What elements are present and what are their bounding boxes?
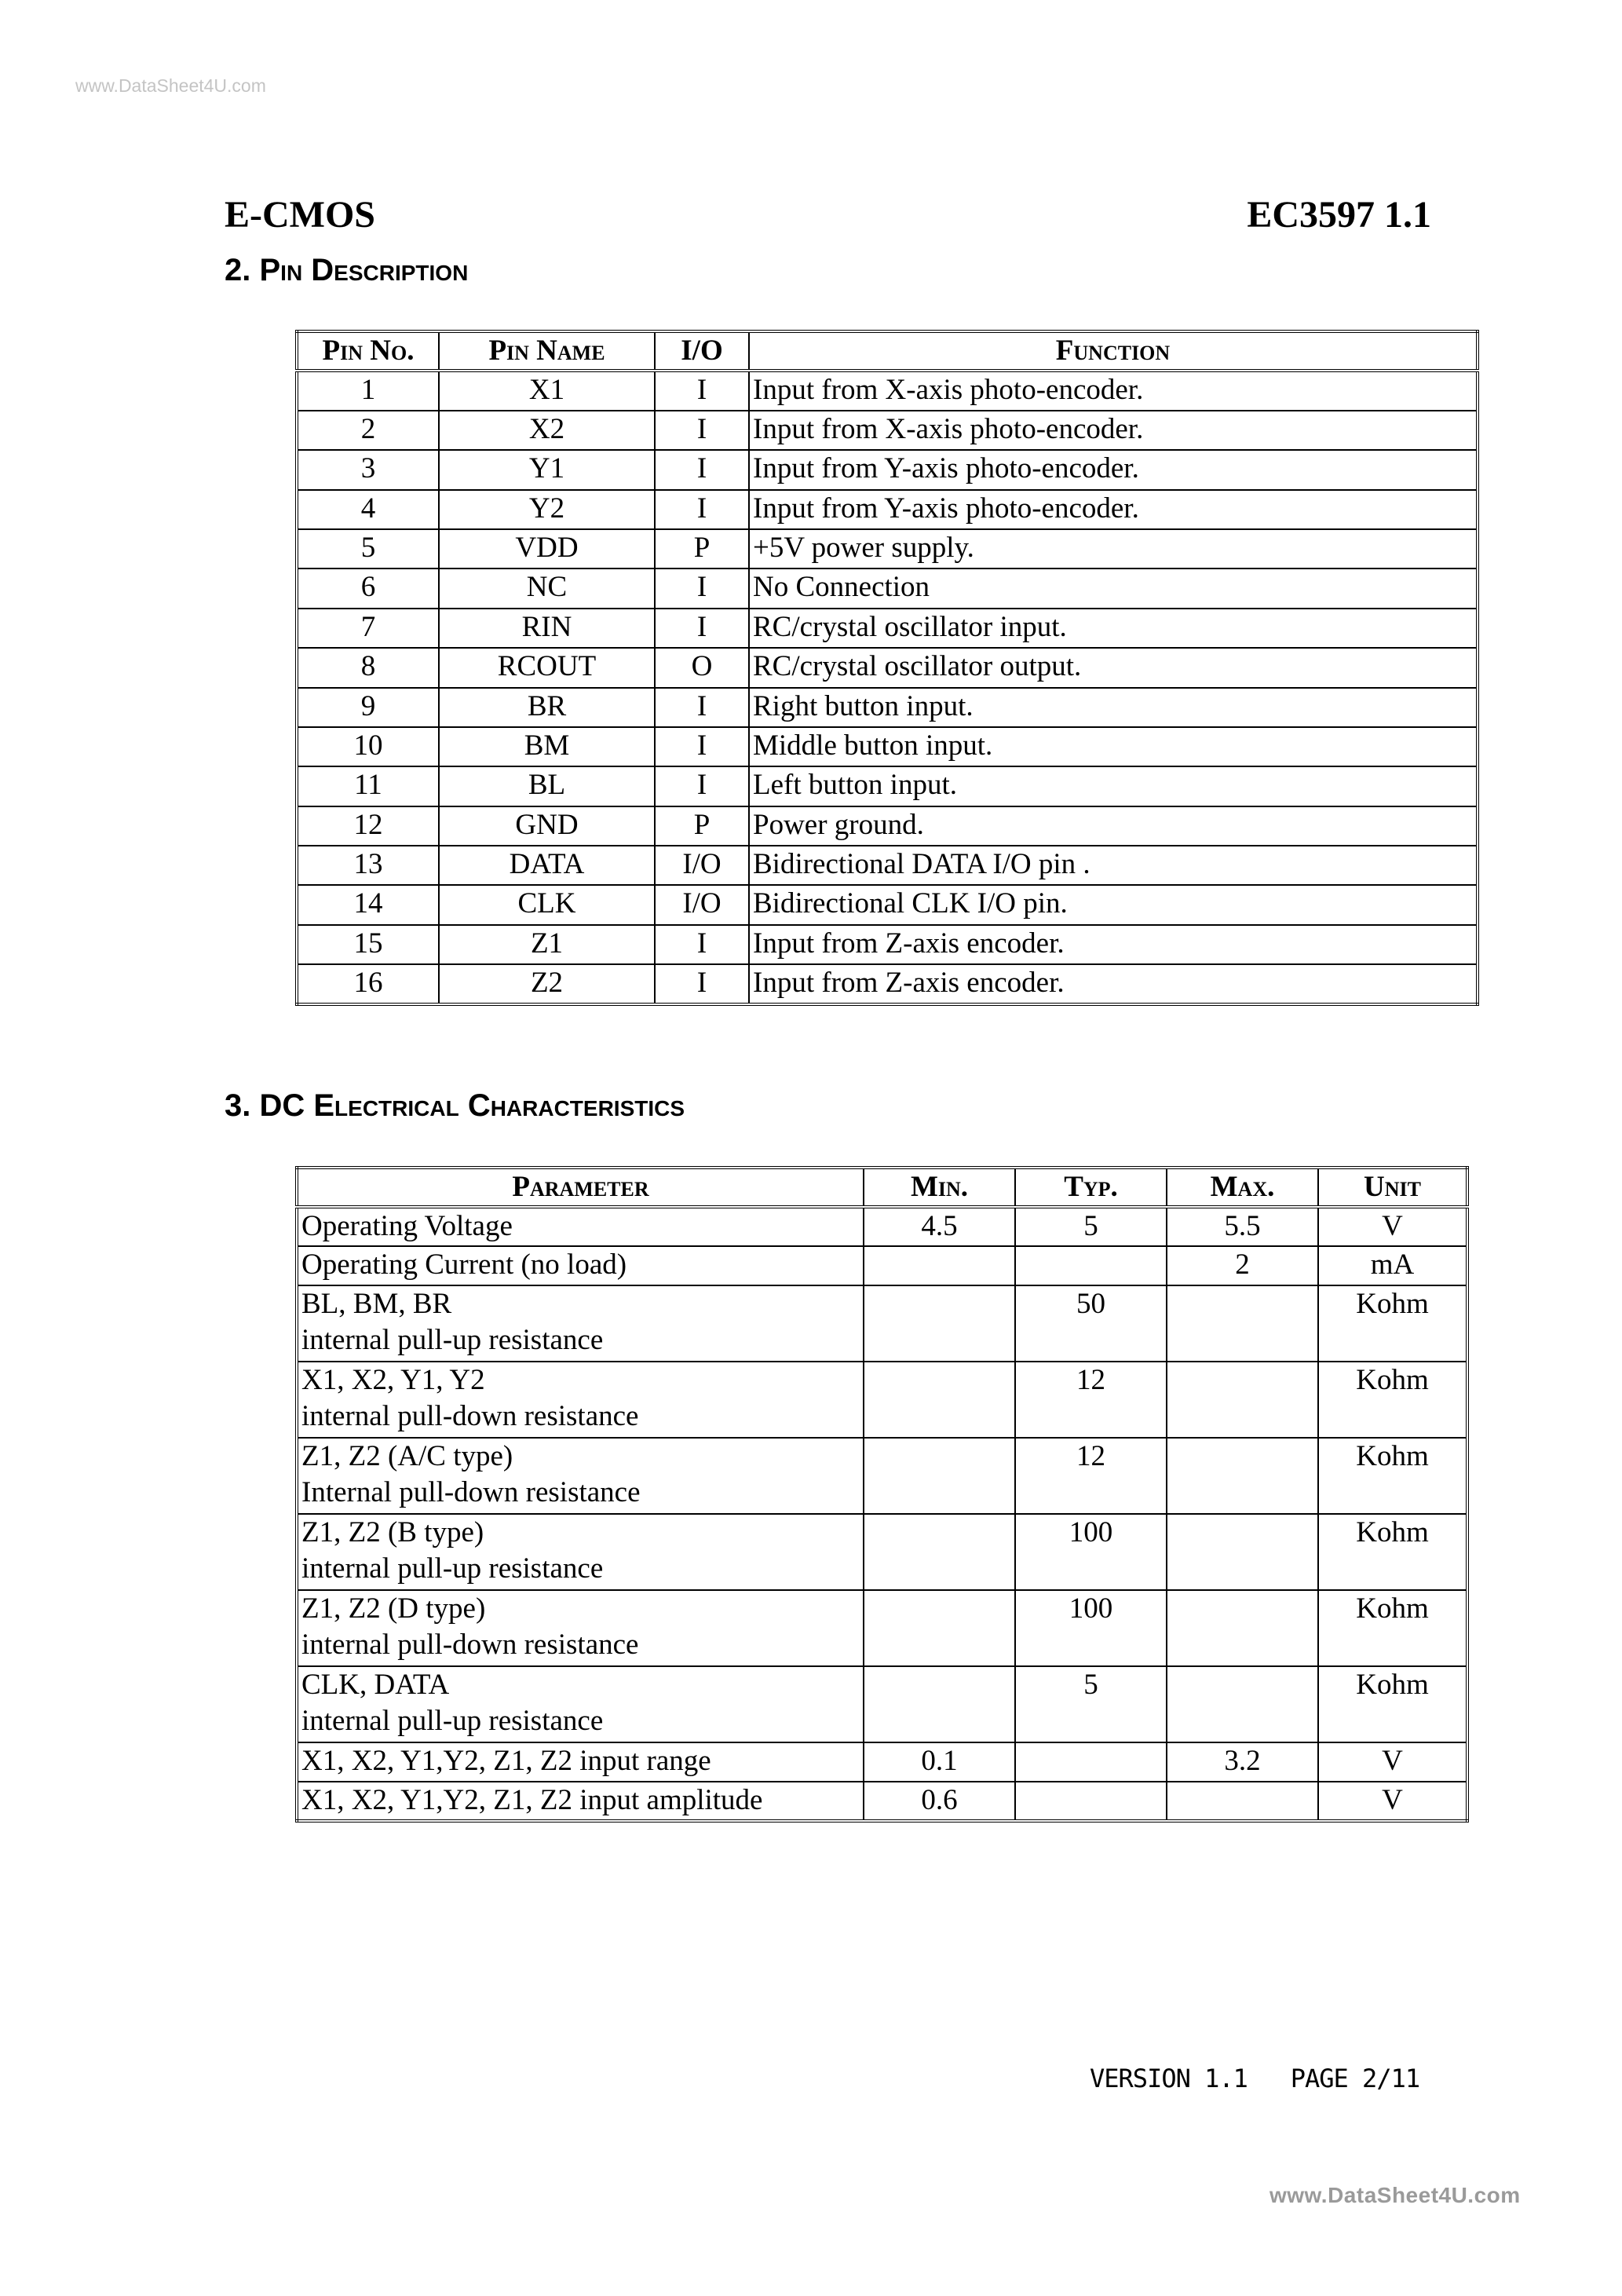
- table-row: [297, 964, 1478, 1004]
- section-number: 3.: [225, 1088, 251, 1123]
- function-cell: Left button input.: [749, 766, 1478, 806]
- io-type-cell: I: [655, 490, 749, 529]
- unit-cell: Kohm: [1318, 1438, 1467, 1514]
- table-row: [297, 885, 1478, 924]
- table-row: [297, 648, 1478, 687]
- unit-cell: V: [1318, 1782, 1467, 1821]
- max-cell: [1167, 1590, 1318, 1666]
- pin-number-cell: 10: [297, 727, 439, 766]
- parameter-cell: [297, 1666, 864, 1742]
- page-footer: VERSION 1.1 PAGE 2/11: [1090, 2064, 1420, 2093]
- parameter-line: BL, BM, BR: [301, 1288, 452, 1320]
- min-cell: [864, 1246, 1015, 1285]
- parameter-line: CLK, DATA: [301, 1669, 450, 1701]
- function-cell: Bidirectional DATA I/O pin .: [749, 846, 1478, 885]
- section-number: 2.: [225, 253, 251, 287]
- pin-number-cell: 1: [297, 371, 439, 410]
- table-row: [297, 1285, 1467, 1362]
- typ-cell: [1015, 1742, 1167, 1782]
- section-title-pin-description: [225, 253, 468, 288]
- unit-cell: Kohm: [1318, 1666, 1467, 1742]
- pin-number-cell: 4: [297, 490, 439, 529]
- function-cell: Input from Y-axis photo-encoder.: [749, 490, 1478, 529]
- pin-number-cell: 12: [297, 806, 439, 846]
- io-type-cell: P: [655, 529, 749, 569]
- pin-name-cell: DATA: [439, 846, 655, 885]
- pin-name-cell: BL: [439, 766, 655, 806]
- io-type-cell: I: [655, 688, 749, 727]
- io-type-cell: I: [655, 569, 749, 608]
- pin-number-cell: 9: [297, 688, 439, 727]
- parameter-line: internal pull-down resistance: [301, 1629, 639, 1661]
- pin-name-cell: RCOUT: [439, 648, 655, 687]
- table-row: [297, 609, 1478, 648]
- table-row: [297, 1362, 1467, 1438]
- parameter-line: Operating Current (no load): [301, 1249, 627, 1281]
- min-cell: [864, 1666, 1015, 1742]
- function-cell: Bidirectional CLK I/O pin.: [749, 885, 1478, 924]
- pin-number-cell: 13: [297, 846, 439, 885]
- min-cell: 4.5: [864, 1207, 1015, 1246]
- pin-number-cell: 2: [297, 411, 439, 450]
- max-cell: [1167, 1362, 1318, 1438]
- parameter-line: internal pull-up resistance: [301, 1324, 604, 1356]
- table-header-row: [297, 331, 1478, 371]
- io-type-cell: O: [655, 648, 749, 687]
- table-row: [297, 1207, 1467, 1246]
- min-cell: 0.1: [864, 1742, 1015, 1782]
- unit-cell: Kohm: [1318, 1590, 1467, 1666]
- io-type-cell: P: [655, 806, 749, 846]
- io-type-cell: I: [655, 411, 749, 450]
- company-name: E-CMOS: [225, 194, 375, 236]
- pin-name-cell: X1: [439, 371, 655, 410]
- max-cell: [1167, 1782, 1318, 1821]
- max-cell: [1167, 1514, 1318, 1590]
- column-header: Typ.: [1015, 1168, 1167, 1207]
- function-cell: Power ground.: [749, 806, 1478, 846]
- parameter-line: X1, X2, Y1,Y2, Z1, Z2 input amplitude: [301, 1784, 763, 1816]
- unit-cell: Kohm: [1318, 1362, 1467, 1438]
- unit-cell: Kohm: [1318, 1285, 1467, 1362]
- min-cell: 0.6: [864, 1782, 1015, 1821]
- pin-name-cell: Y1: [439, 450, 655, 489]
- typ-cell: [1015, 1246, 1167, 1285]
- pin-name-cell: RIN: [439, 609, 655, 648]
- table-row: [297, 1590, 1467, 1666]
- pin-name-cell: VDD: [439, 529, 655, 569]
- section-title-dc-characteristics: [225, 1088, 685, 1124]
- function-cell: No Connection: [749, 569, 1478, 608]
- column-header: Pin No.: [297, 331, 439, 371]
- typ-cell: 5: [1015, 1666, 1167, 1742]
- pin-name-cell: BM: [439, 727, 655, 766]
- typ-cell: 100: [1015, 1590, 1167, 1666]
- unit-cell: V: [1318, 1207, 1467, 1246]
- function-cell: Input from Z-axis encoder.: [749, 964, 1478, 1004]
- io-type-cell: I: [655, 964, 749, 1004]
- table-row: [297, 1514, 1467, 1590]
- parameter-cell: [297, 1362, 864, 1438]
- function-cell: RC/crystal oscillator output.: [749, 648, 1478, 687]
- function-cell: Middle button input.: [749, 727, 1478, 766]
- unit-cell: mA: [1318, 1246, 1467, 1285]
- io-type-cell: I: [655, 727, 749, 766]
- pin-name-cell: Y2: [439, 490, 655, 529]
- table-row: [297, 846, 1478, 885]
- max-cell: 3.2: [1167, 1742, 1318, 1782]
- table-row: [297, 411, 1478, 450]
- typ-cell: 12: [1015, 1362, 1167, 1438]
- pin-number-cell: 8: [297, 648, 439, 687]
- column-header: Max.: [1167, 1168, 1318, 1207]
- typ-cell: 12: [1015, 1438, 1167, 1514]
- unit-cell: Kohm: [1318, 1514, 1467, 1590]
- table-row: [297, 450, 1478, 489]
- max-cell: [1167, 1666, 1318, 1742]
- column-header: Pin Name: [439, 331, 655, 371]
- pin-number-cell: 6: [297, 569, 439, 608]
- typ-cell: [1015, 1782, 1167, 1821]
- table-row: [297, 925, 1478, 964]
- function-cell: Input from X-axis photo-encoder.: [749, 371, 1478, 410]
- io-type-cell: I: [655, 766, 749, 806]
- table-row: [297, 688, 1478, 727]
- table-row: [297, 1666, 1467, 1742]
- table-row: [297, 766, 1478, 806]
- pin-number-cell: 16: [297, 964, 439, 1004]
- parameter-line: Z1, Z2 (D type): [301, 1592, 486, 1625]
- section-title-text: Pin Description: [259, 253, 469, 287]
- pin-number-cell: 14: [297, 885, 439, 924]
- pin-name-cell: Z2: [439, 964, 655, 1004]
- section-title-text: DC Electrical Characteristics: [259, 1088, 685, 1123]
- table-row: [297, 727, 1478, 766]
- typ-cell: 100: [1015, 1514, 1167, 1590]
- parameter-cell: [297, 1590, 864, 1666]
- io-type-cell: I: [655, 925, 749, 964]
- table-row: [297, 1438, 1467, 1514]
- parameter-cell: [297, 1742, 864, 1782]
- pin-number-cell: 5: [297, 529, 439, 569]
- parameter-line: X1, X2, Y1, Y2: [301, 1364, 485, 1396]
- parameter-line: internal pull-down resistance: [301, 1400, 639, 1432]
- unit-cell: V: [1318, 1742, 1467, 1782]
- typ-cell: 50: [1015, 1285, 1167, 1362]
- parameter-cell: [297, 1207, 864, 1246]
- table-row: [297, 1742, 1467, 1782]
- table-header-row: [297, 1168, 1467, 1207]
- pin-name-cell: NC: [439, 569, 655, 608]
- pin-name-cell: BR: [439, 688, 655, 727]
- table-row: [297, 1246, 1467, 1285]
- io-type-cell: I/O: [655, 885, 749, 924]
- io-type-cell: I: [655, 609, 749, 648]
- pin-name-cell: CLK: [439, 885, 655, 924]
- column-header: Min.: [864, 1168, 1015, 1207]
- io-type-cell: I: [655, 371, 749, 410]
- parameter-cell: [297, 1285, 864, 1362]
- column-header: Parameter: [297, 1168, 864, 1207]
- table-row: [297, 529, 1478, 569]
- parameter-line: Z1, Z2 (A/C type): [301, 1440, 513, 1472]
- pin-number-cell: 11: [297, 766, 439, 806]
- function-cell: Right button input.: [749, 688, 1478, 727]
- pin-name-cell: GND: [439, 806, 655, 846]
- max-cell: 5.5: [1167, 1207, 1318, 1246]
- parameter-line: X1, X2, Y1,Y2, Z1, Z2 input range: [301, 1745, 711, 1777]
- parameter-line: Operating Voltage: [301, 1210, 513, 1242]
- io-type-cell: I/O: [655, 846, 749, 885]
- function-cell: Input from Z-axis encoder.: [749, 925, 1478, 964]
- pin-number-cell: 15: [297, 925, 439, 964]
- table-row: [297, 371, 1478, 410]
- parameter-line: Z1, Z2 (B type): [301, 1516, 484, 1548]
- parameter-line: internal pull-up resistance: [301, 1705, 604, 1737]
- table-row: [297, 490, 1478, 529]
- io-type-cell: I: [655, 450, 749, 489]
- function-cell: RC/crystal oscillator input.: [749, 609, 1478, 648]
- parameter-cell: [297, 1438, 864, 1514]
- parameter-cell: [297, 1514, 864, 1590]
- parameter-cell: [297, 1246, 864, 1285]
- function-cell: Input from Y-axis photo-encoder.: [749, 450, 1478, 489]
- function-cell: +5V power supply.: [749, 529, 1478, 569]
- min-cell: [864, 1362, 1015, 1438]
- document-id: EC3597 1.1: [1247, 194, 1431, 236]
- parameter-line: Internal pull-down resistance: [301, 1476, 641, 1508]
- pin-description-table: [295, 330, 1479, 1006]
- typ-cell: 5: [1015, 1207, 1167, 1246]
- parameter-cell: [297, 1782, 864, 1821]
- pin-number-cell: 7: [297, 609, 439, 648]
- max-cell: 2: [1167, 1246, 1318, 1285]
- table-row: [297, 806, 1478, 846]
- pin-number-cell: 3: [297, 450, 439, 489]
- max-cell: [1167, 1285, 1318, 1362]
- pin-name-cell: X2: [439, 411, 655, 450]
- column-header: Function: [749, 331, 1478, 371]
- table-row: [297, 1782, 1467, 1821]
- column-header: Unit: [1318, 1168, 1467, 1207]
- max-cell: [1167, 1438, 1318, 1514]
- min-cell: [864, 1285, 1015, 1362]
- table-row: [297, 569, 1478, 608]
- watermark-bottom[interactable]: www.DataSheet4U.com: [1269, 2183, 1521, 2207]
- column-header: I/O: [655, 331, 749, 371]
- pin-name-cell: Z1: [439, 925, 655, 964]
- min-cell: [864, 1438, 1015, 1514]
- dc-characteristics-table: [295, 1166, 1469, 1823]
- min-cell: [864, 1590, 1015, 1666]
- parameter-line: internal pull-up resistance: [301, 1552, 604, 1585]
- function-cell: Input from X-axis photo-encoder.: [749, 411, 1478, 450]
- watermark-top[interactable]: www.DataSheet4U.com: [75, 75, 266, 96]
- min-cell: [864, 1514, 1015, 1590]
